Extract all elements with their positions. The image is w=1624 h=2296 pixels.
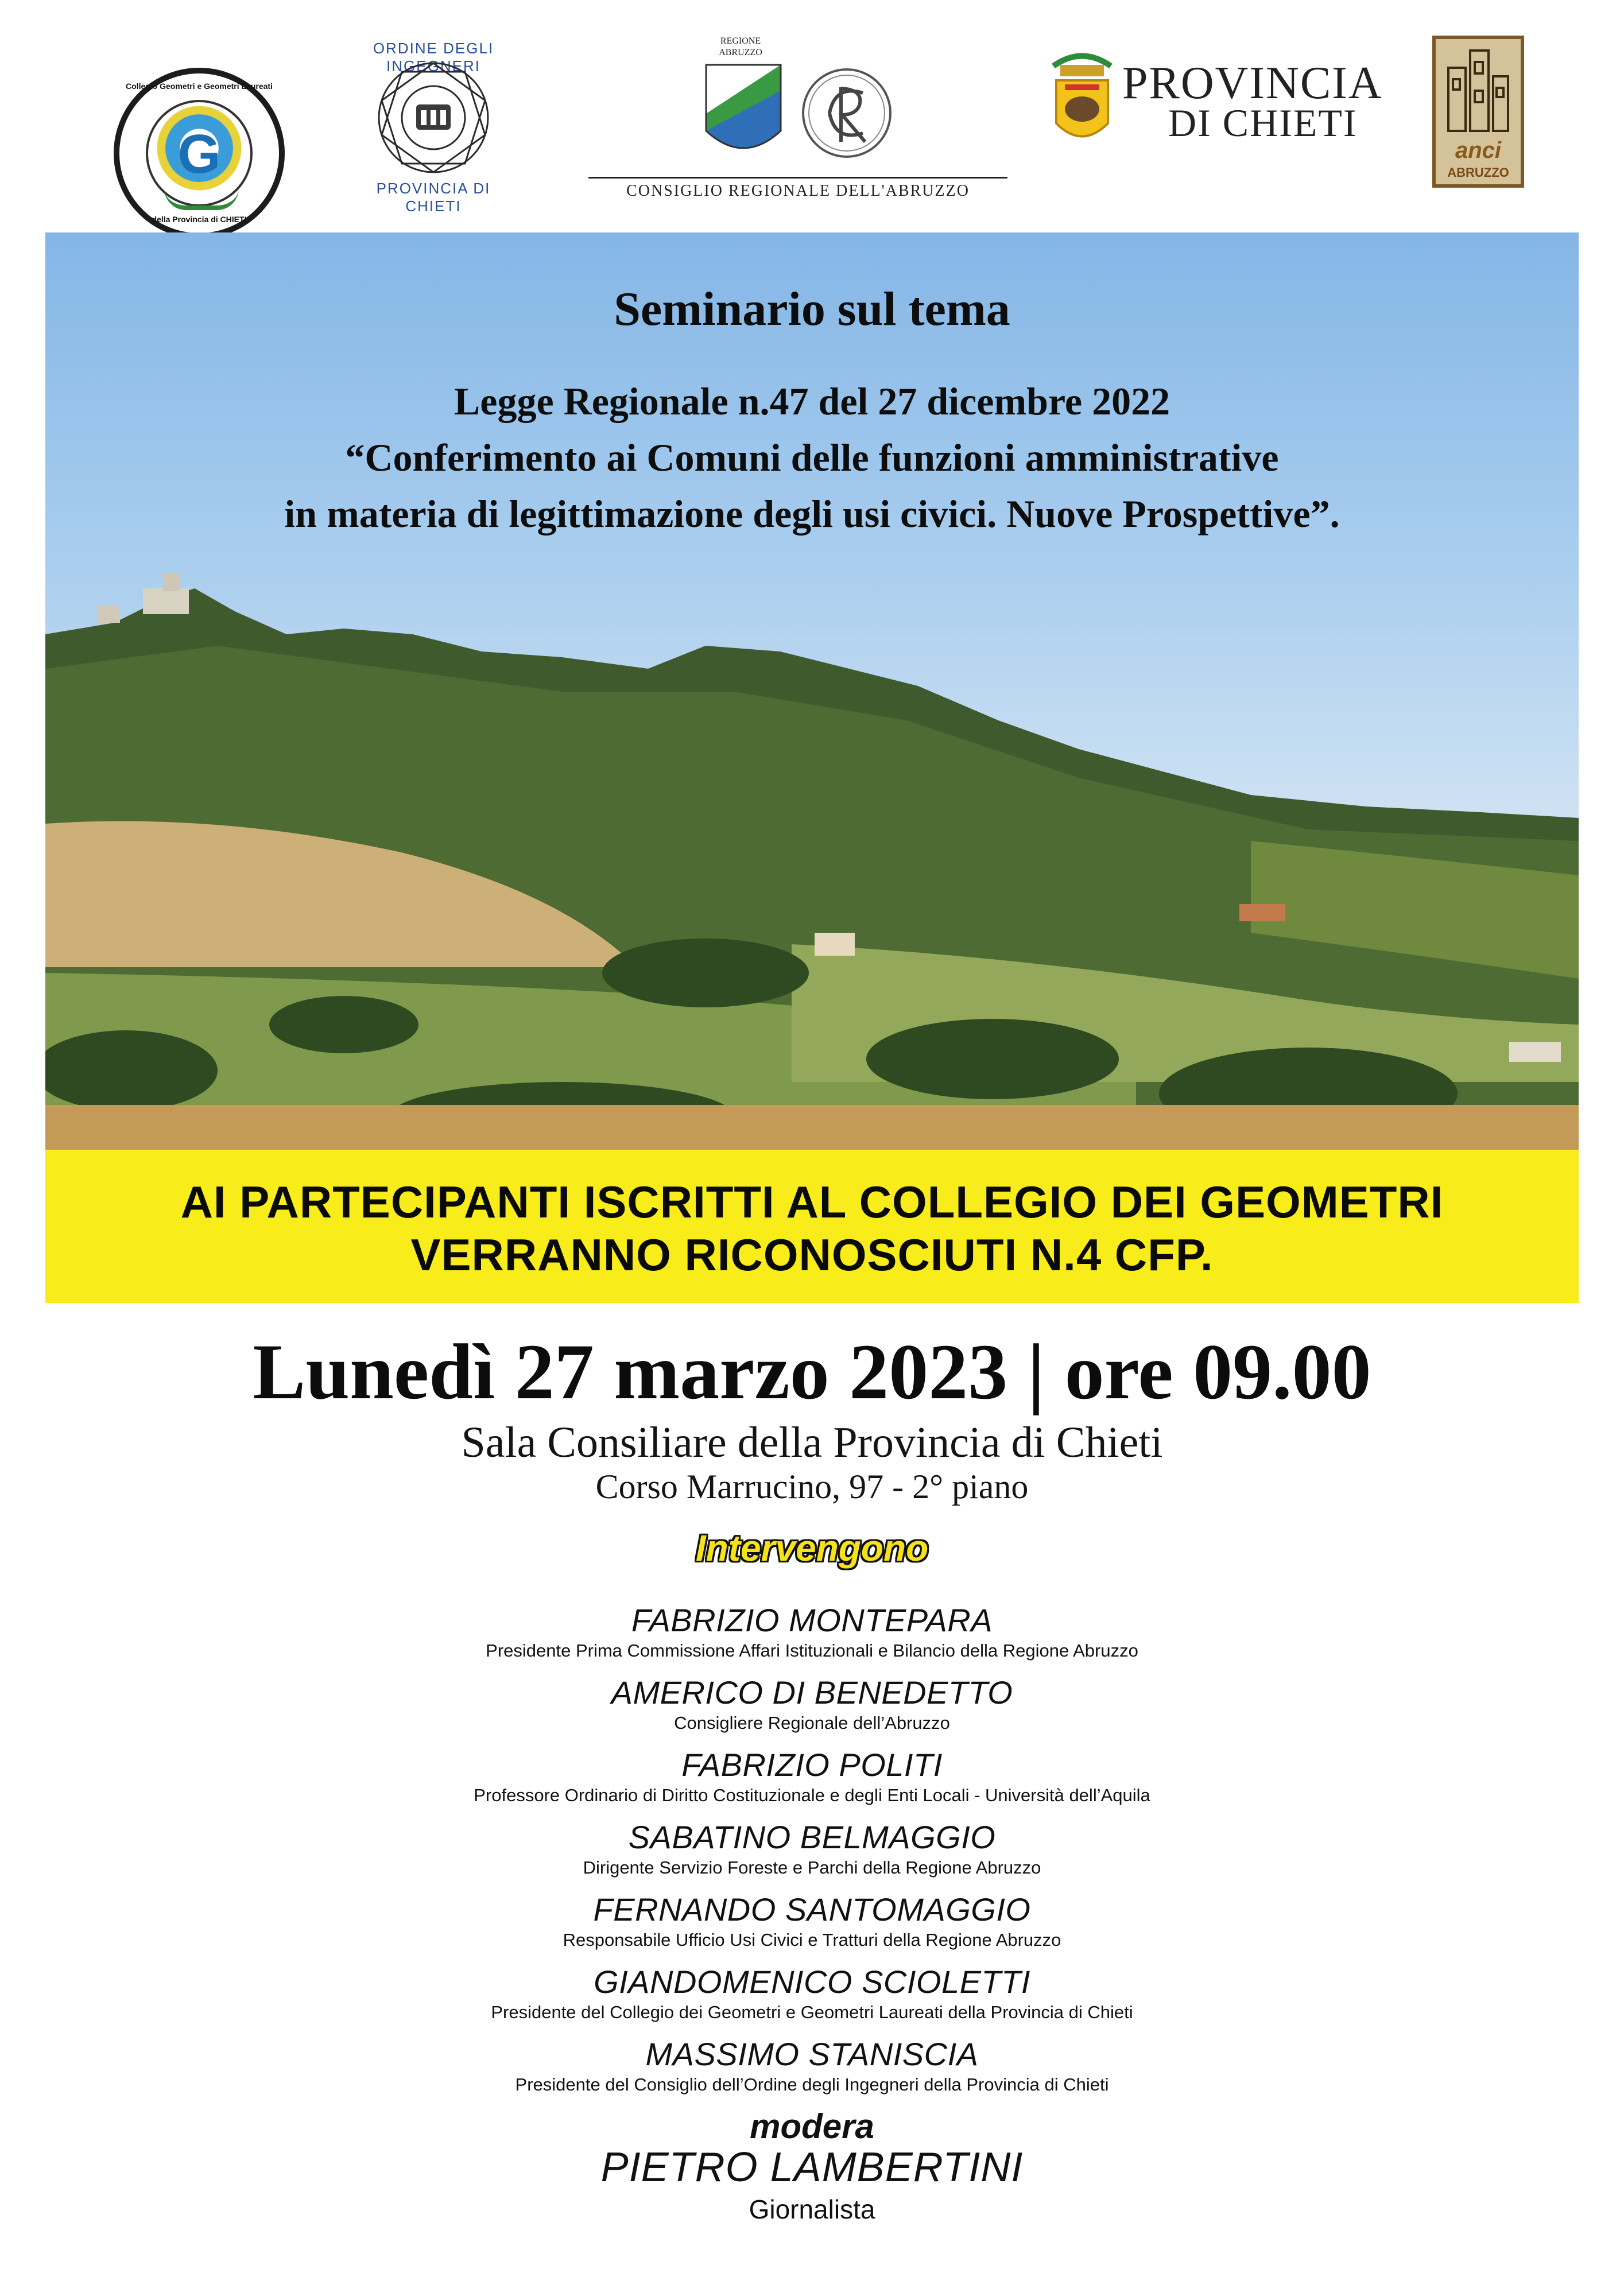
provincia-chieti-logo	[1048, 49, 1381, 158]
speaker-item	[0, 1818, 1624, 1891]
speaker-role: Presidente del Consiglio dell’Ordine degli Ingegneri della Provincia di Chieti	[515, 2074, 1109, 2095]
consiglio-regionale-abruzzo-logo	[588, 23, 1007, 200]
collegio-geometri-logo	[114, 68, 285, 239]
speaker-item	[0, 1746, 1624, 1818]
anci-abruzzo-text: ABRUZZO	[1447, 165, 1509, 180]
hero-landscape-panel	[45, 232, 1579, 1303]
regione-label-line1: REGIONE	[720, 36, 761, 46]
ordine-ingegneri-logo	[347, 32, 520, 215]
speaker-role: Presidente Prima Commissione Affari Istituzionali e Bilancio della Regione Abruzzo	[486, 1640, 1138, 1661]
speaker-name: GIANDOMENICO SCIOLETTI	[594, 1964, 1030, 2000]
consiglio-regionale-text: CONSIGLIO REGIONALE DELL'ABRUZZO	[588, 177, 1007, 200]
law-line-3: in materia di legittimazione degli usi civici. Nuove Prospettive”.	[284, 492, 1340, 536]
anci-word: anci	[1455, 138, 1502, 163]
cfp-banner-line-2: VERRANNO RICONOSCIUTI N.4 CFP.	[410, 1230, 1214, 1280]
moderator-label: modera	[750, 2107, 874, 2146]
speaker-name: SABATINO BELMAGGIO	[628, 1819, 996, 1855]
speaker-item	[0, 1601, 1624, 1674]
speaker-name: FABRIZIO MONTEPARA	[631, 1602, 993, 1638]
laurel-wreath-icon	[164, 188, 239, 210]
speaker-name: FERNANDO SANTOMAGGIO	[593, 1891, 1031, 1927]
geometri-ring-top-text: Collegio Geometri e Geometri Laureati	[126, 82, 273, 91]
law-line-2: “Conferimento ai Comuni delle funzioni amministrative	[345, 436, 1279, 479]
moderator-name: PIETRO LAMBERTINI	[600, 2144, 1024, 2190]
abruzzo-shield-icon	[703, 62, 784, 161]
moderator-role: Giornalista	[749, 2194, 875, 2224]
speaker-item	[0, 2035, 1624, 2108]
speaker-role: Responsabile Ufficio Usi Civici e Tratturi della Regione Abruzzo	[563, 1930, 1061, 1950]
event-date-time: Lunedì 27 marzo 2023 | ore 09.00	[253, 1328, 1371, 1415]
geometri-ring-bottom-text: della Provincia di CHIETI	[152, 215, 247, 224]
speaker-name: AMERICO DI BENEDETTO	[611, 1674, 1013, 1711]
cr-monogram-icon	[801, 64, 893, 162]
seminar-title: Seminario sul tema	[614, 282, 1010, 336]
speaker-item	[0, 1891, 1624, 1963]
speaker-role: Presidente del Collegio dei Geometri e Geometri Laureati della Provincia di Chieti	[491, 2002, 1133, 2022]
speaker-name: MASSIMO STANISCIA	[645, 2036, 979, 2072]
law-description	[45, 373, 1579, 542]
di-chieti-text: DI CHIETI	[1168, 101, 1358, 145]
speaker-item	[0, 1963, 1624, 2035]
event-address: Corso Marrucino, 97 - 2° piano	[595, 1468, 1029, 1506]
cfp-banner	[45, 1150, 1579, 1303]
geometric-star-icon	[370, 57, 497, 178]
speakers-heading	[0, 1527, 1624, 1569]
anci-abruzzo-logo	[1432, 36, 1524, 188]
speaker-name: FABRIZIO POLITI	[681, 1747, 943, 1783]
speakers-list	[0, 1601, 1624, 2108]
ingegneri-ring-bottom-text: PROVINCIA DI CHIETI	[376, 180, 491, 215]
speaker-role: Dirigente Servizio Foreste e Parchi della Regione Abruzzo	[583, 1857, 1041, 1878]
law-line-1: Legge Regionale n.47 del 27 dicembre 2022	[454, 379, 1170, 423]
provincia-crest-icon	[1048, 49, 1117, 152]
ingegneri-ring-top-text: ORDINE DEGLI INGEGNERI	[373, 40, 494, 75]
geometri-g-letter: G	[177, 123, 221, 185]
regione-abruzzo-label	[703, 36, 778, 59]
tower-town-icon	[1443, 45, 1514, 135]
speaker-role: Consigliere Regionale dell’Abruzzo	[674, 1713, 950, 1733]
regione-label-line2: ABRUZZO	[719, 48, 762, 57]
cfp-banner-line-1: AI PARTECIPANTI ISCRITTI AL COLLEGIO DEI GEOMETRI	[180, 1177, 1444, 1227]
speakers-heading-text: Intervengono	[695, 1527, 929, 1569]
speaker-role: Professore Ordinario di Diritto Costituzionale e degli Enti Locali - Università dell’Aquila	[474, 1785, 1150, 1805]
speaker-item	[0, 1674, 1624, 1746]
provincia-text: PROVINCIA	[1122, 58, 1383, 108]
event-venue: Sala Consiliare della Provincia di Chieti	[461, 1418, 1163, 1467]
geometri-emblem	[146, 100, 253, 207]
